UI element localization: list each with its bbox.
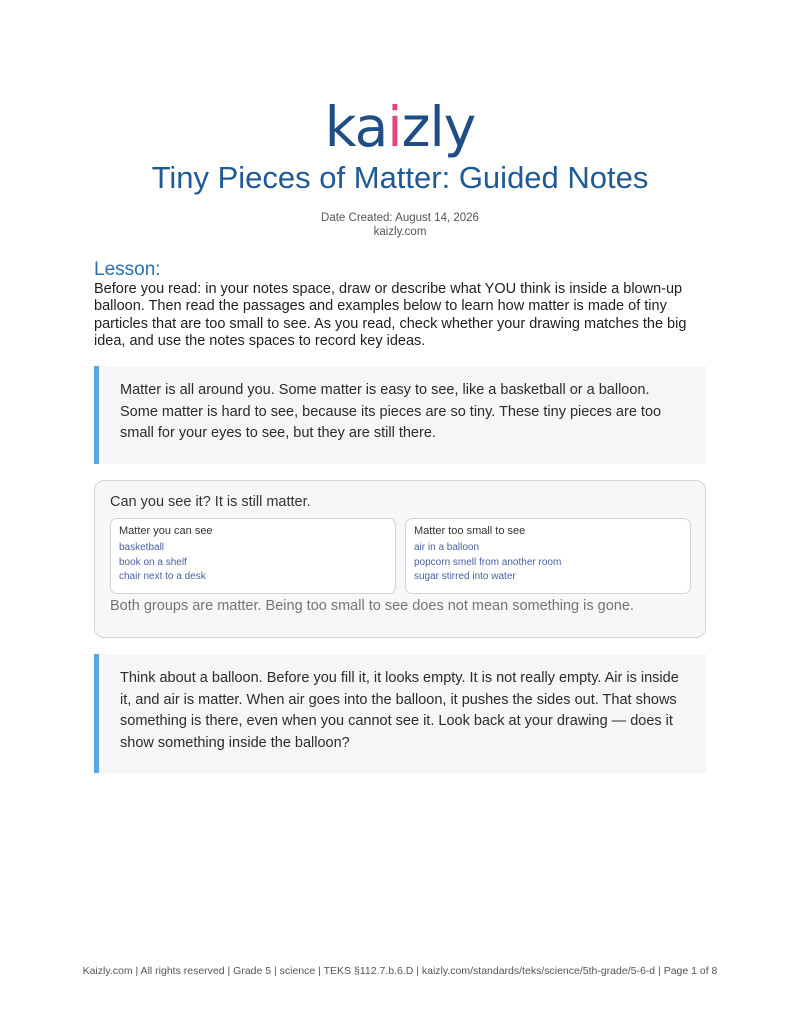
passage-callout-1: Matter is all around you. Some matter is easy to see, like a basketball or a balloon. Some matter is hard to see, because its pieces are so tiny. These tiny pieces are too small for your eyes to see, but they are still there. (94, 366, 706, 464)
matter-examples-card (94, 480, 706, 638)
visible-matter-box (110, 518, 396, 594)
list-item: popcorn smell from another room (414, 556, 562, 568)
kaizly-logo: kaizly (324, 95, 476, 159)
list-item: sugar stirred into water (414, 571, 516, 582)
box-title: Matter too small to see (414, 525, 526, 537)
site-url: kaizly.com (373, 226, 427, 238)
list-item: air in a balloon (414, 542, 480, 553)
passage-callout-2: Think about a balloon. Before you fill it, it looks empty. It is not really empty. Air is inside it, and air is matter. When air goes into the balloon, it pushes the sides out. That shows something is there, even when you cannot see it. Look back at your drawing — does it show something inside the balloon? (94, 654, 706, 773)
date-created: Date Created: August 14, 2026 (321, 212, 479, 224)
lesson-heading: Lesson: (94, 259, 161, 280)
list-item: chair next to a desk (119, 571, 206, 582)
tiny-matter-box (405, 518, 691, 594)
box-title: Matter you can see (119, 525, 213, 537)
document-meta (0, 211, 800, 239)
card-title: Can you see it? It is still matter. (110, 494, 311, 510)
page-footer: Kaizly.com | All rights reserved | Grade 5 | science | TEKS §112.7.b.6.D | kaizly.com/standards/teks/science/5th-grade/5-6-d | Page 1 of 8 (82, 965, 718, 977)
page-title: Tiny Pieces of Matter: Guided Notes (151, 160, 649, 195)
list-item: basketball (119, 542, 165, 553)
card-note: Both groups are matter. Being too small to see does not mean something is gone. (110, 598, 634, 614)
list-item: book on a shelf (119, 556, 187, 568)
lesson-intro: Before you read: in your notes space, draw or describe what YOU think is inside a blown-up balloon. Then read the passages and examples below to learn how matter is made of tiny particles that are too small to see. As you read, check whether your drawing matches the big idea, and use the notes spaces to record key ideas. (94, 281, 687, 350)
